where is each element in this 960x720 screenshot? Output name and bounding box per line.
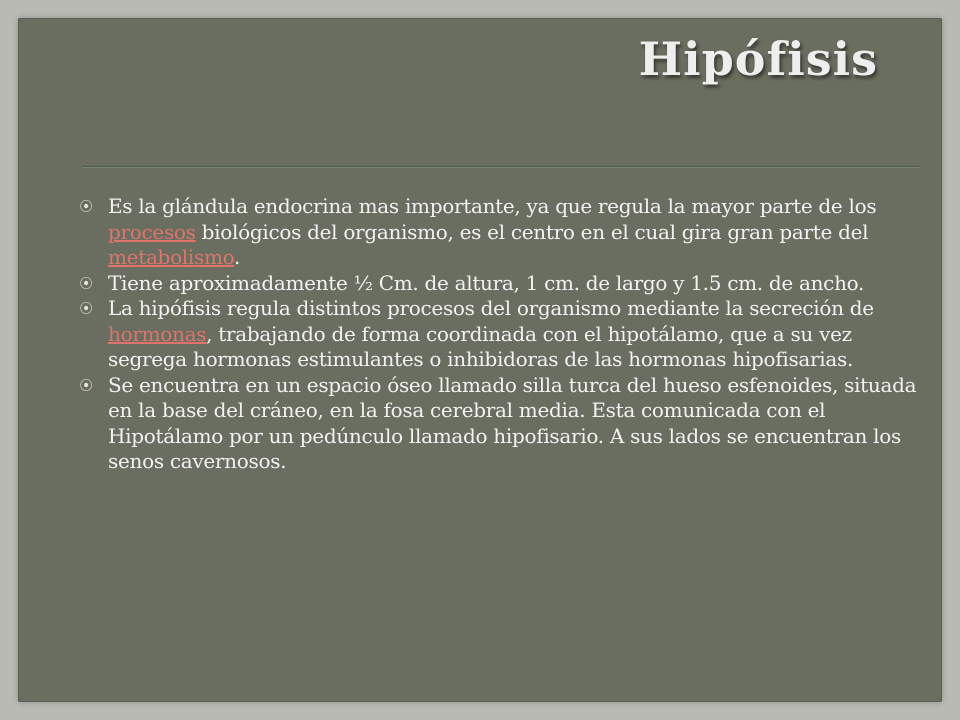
link-hormonas[interactable]: hormonas xyxy=(108,321,207,346)
bullet-text: biológicos del organismo, es el centro en el cual gira gran parte del xyxy=(195,219,869,244)
bullet-item-4 xyxy=(76,373,926,475)
bullet-item-1 xyxy=(76,194,926,271)
link-procesos[interactable]: procesos xyxy=(108,219,196,244)
circled-dot-bullet-icon: ⦿ xyxy=(79,378,93,394)
circled-dot-bullet-icon: ⦿ xyxy=(79,200,93,215)
bullet-text: La hipófisis regula distintos procesos del organismo mediante la secreción de xyxy=(108,296,874,320)
link-metabolismo[interactable]: metabolismo xyxy=(108,245,235,269)
bullet-text: Tiene aproximadamente ½ Cm. de altura, 1 cm. de largo y 1.5 cm. de ancho. xyxy=(108,270,865,295)
slide-title: Hipófisis xyxy=(638,32,878,86)
bullet-list xyxy=(76,194,926,475)
bullet-text: Se encuentra en un espacio óseo llamado silla turca del hueso esfenoides, situada en la base del cráneo, en la fosa cerebral media. Esta comunicada con el Hipotálamo por un pedúnculo llamado hipofisario. A sus lados se encuentran los senos cavernosos. xyxy=(108,372,917,473)
title-divider xyxy=(82,166,920,168)
bullet-text: Es la glándula endocrina mas importante, ya que regula la mayor parte de los xyxy=(108,194,877,218)
circled-dot-bullet-icon: ⦿ xyxy=(79,302,93,317)
slide xyxy=(18,18,942,702)
bullet-text: , trabajando de forma coordinada con el hipotálamo, que a su vez segrega hormonas estimulantes o inhibidoras de las hormonas hipofisarias. xyxy=(108,321,854,371)
bullet-item-3 xyxy=(76,296,926,373)
bullet-text: . xyxy=(234,245,241,269)
bullet-item-2 xyxy=(76,271,926,297)
circled-dot-bullet-icon: ⦿ xyxy=(79,276,93,292)
